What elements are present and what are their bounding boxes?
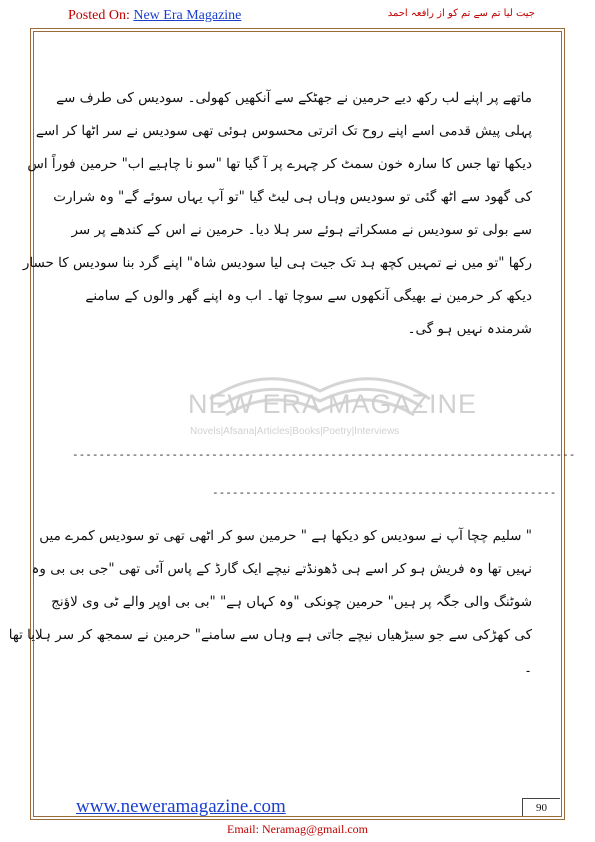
text-line: شوٹنگ والی جگہ پر ہیں" حرمین چونکی "وہ کہاں ہے" "بی بی اوپر والے ٹی وی لاؤنج <box>51 594 532 610</box>
page-header <box>0 0 595 30</box>
website-link[interactable]: www.neweramagazine.com <box>76 796 286 817</box>
paragraph-one <box>22 82 532 346</box>
contact-email: Email: Neramag@gmail.com <box>226 822 368 836</box>
text-line: ۔ <box>524 660 532 676</box>
magazine-link[interactable]: New Era Magazine <box>133 8 242 23</box>
posted-label: Posted On: <box>68 8 130 23</box>
posted-on-label <box>68 8 241 24</box>
page-number: 90 <box>522 798 560 816</box>
watermark-subtitle: Novels|Afsana|Articles|Books|Poetry|Interviews <box>190 426 400 437</box>
paragraph-two <box>8 520 532 685</box>
text-line: دیکھ کر حرمین نے بھیگی آنکھوں سے سوچا تھا۔ اب وہ اپنے گھر والوں کے سامنے <box>85 288 532 304</box>
text-line: شرمندہ نہیں ہو گی۔ <box>407 321 532 337</box>
text-line: نہیں تھا وہ فریش ہو کر اسے ہی ڈھونڈتے نیچے ایک گارڈ کے پاس آئی تھی "جی بی بی وہ <box>31 561 532 577</box>
text-line: کی کھڑکی سے جو سیڑھیاں نیچے جاتی ہے وہاں سے سامنے" حرمین نے سمجھ کر سر ہلایا تھا <box>8 627 532 643</box>
watermark-title: NEW ERA MAGAZINE <box>188 389 478 419</box>
text-line: ماتھے پر اپنے لب رکھ دیے حرمین نے جھٹکے سے آنکھیں کھولی۔ سودیس کی طرف سے <box>56 90 532 106</box>
text-line: رکھا "تو میں نے تمہیں کچھ ہد تک جیت ہی لیا سودیس شاہ" اپنے گرد بنا سودیس کا حسار <box>22 255 532 271</box>
novel-title-author: جیت لیا تم سے تم کو از رافعہ احمد <box>387 8 535 19</box>
text-line: کی گھود سے اٹھ گئی تو سودیس وہاں ہی لیٹ گیا "تو آپ یہاں سوئے گے" وہ شرارت <box>53 189 532 205</box>
text-line: پہلی پیش قدمی اسے اپنے روح تک اترتی محسوس ہوئی تھی سودیس نے سر اٹھا کر اسے <box>35 123 532 139</box>
section-divider-short: ---------------------------------------------------- <box>212 486 557 499</box>
text-line: " سلیم چچا آپ نے سودیس کو دیکھا ہے " حرمین سو کر اٹھی تھی تو سودیس کمرے میں <box>39 528 532 544</box>
text-line: سے بولی تو سودیس نے مسکراتے ہوئے سر ہلا دیا۔ حرمین نے اس کے کندھے پر سر <box>71 222 532 238</box>
magazine-watermark <box>170 355 500 455</box>
text-line: دیکھا تھا جس کا سارہ خون سمٹ کر چہرے پر آ گیا تھا "سو نا چاہیے اب" حرمین فوراً اس <box>27 156 532 172</box>
section-divider-full: ---------------------------------------------------------------------------- <box>72 448 576 461</box>
